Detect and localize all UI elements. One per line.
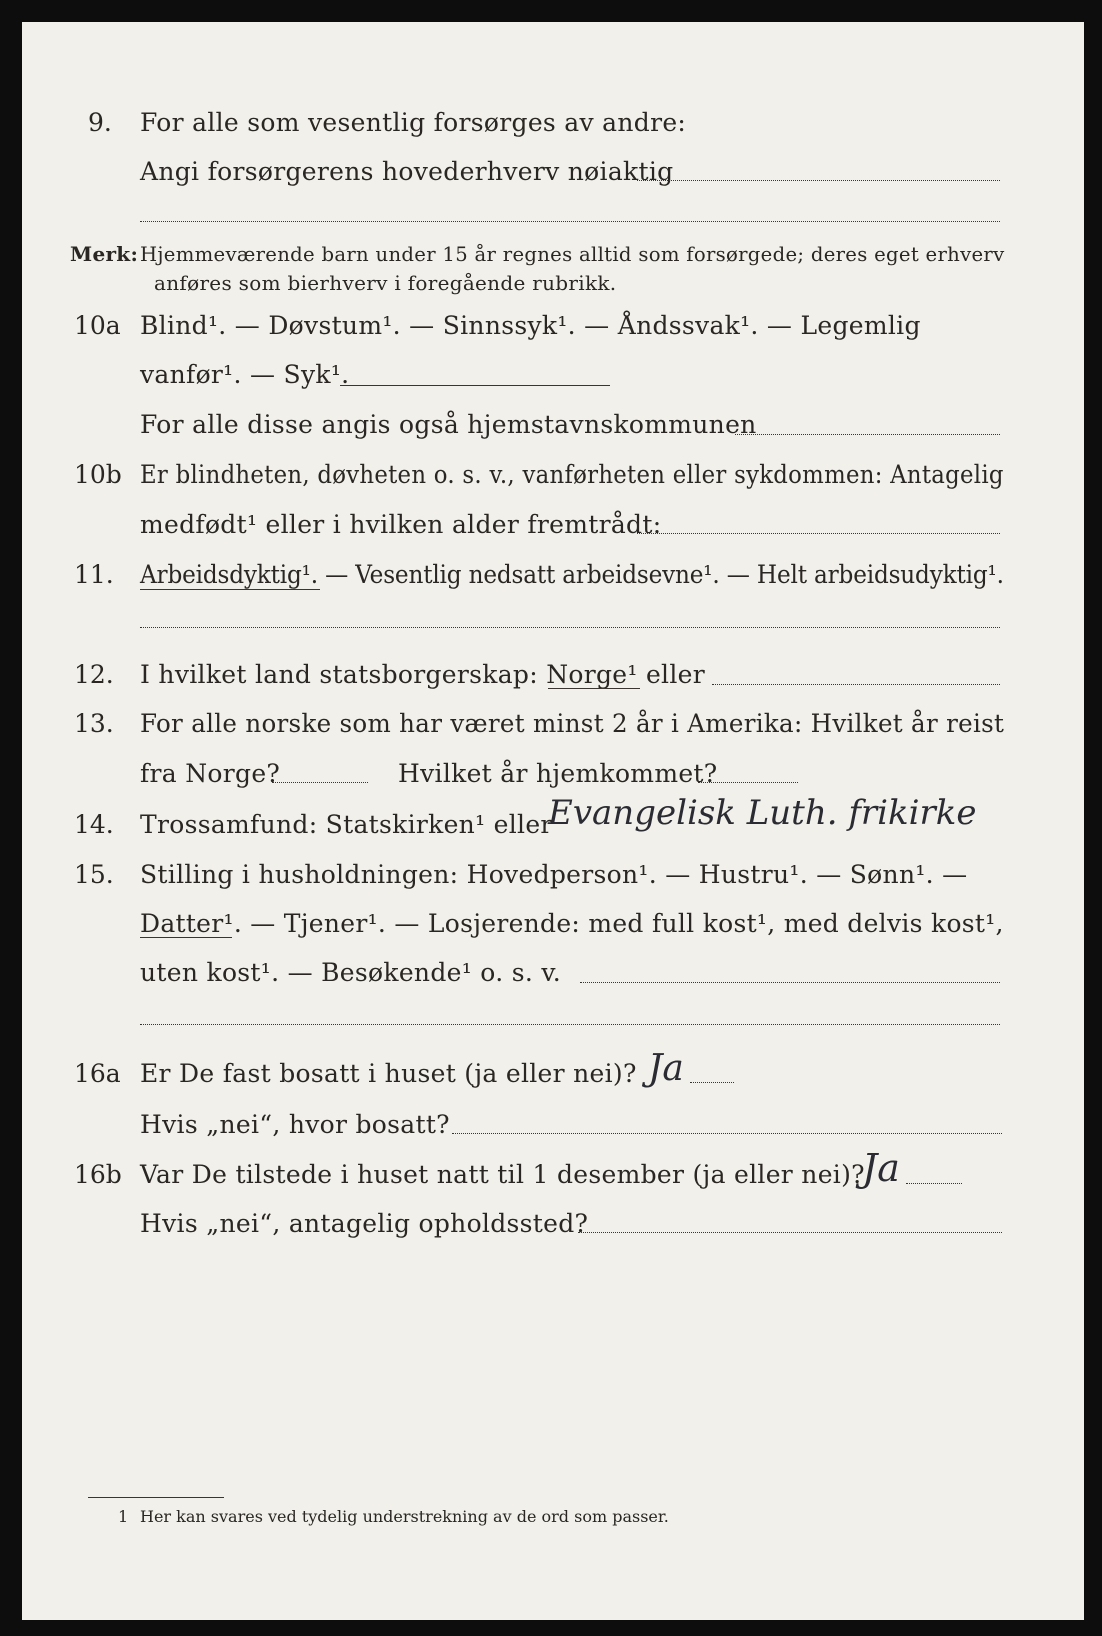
answer-line-15[interactable] xyxy=(580,982,1000,983)
underline-datter xyxy=(140,937,232,938)
note-text-2: anføres som bierhverv i foregående rubrikk. xyxy=(154,271,617,295)
handwritten-answer-16b: Ja xyxy=(862,1146,900,1190)
question-number-15: 15. xyxy=(74,860,114,889)
handwritten-answer-14: Evangelisk Luth. frikirke xyxy=(548,793,977,833)
question-10a-text: Blind¹. — Døvstum¹. — Sinnssyk¹. — Åndssvak¹. — Legemlig xyxy=(140,311,921,340)
question-number-13: 13. xyxy=(74,709,114,738)
question-11-text: Arbeidsdyktig¹. — Vesentlig nedsatt arbeidsevne¹. — Helt arbeidsudyktig¹. xyxy=(140,560,1004,589)
question-number-14: 14. xyxy=(74,810,114,839)
question-number-10a: 10a xyxy=(74,311,121,340)
underline-norge xyxy=(548,688,640,689)
question-number-11: 11. xyxy=(74,560,114,589)
answer-line-9b[interactable] xyxy=(140,221,1000,222)
answer-line-13-left[interactable] xyxy=(272,782,368,783)
question-9-prompt: Angi forsørgerens hovederhverv nøiaktig xyxy=(140,157,674,186)
answer-line-11[interactable] xyxy=(140,627,1000,628)
answer-line-9[interactable] xyxy=(637,180,1000,181)
answer-line-10b[interactable] xyxy=(637,533,1000,534)
answer-line-16a[interactable] xyxy=(690,1082,734,1083)
footnote-rule xyxy=(88,1497,224,1498)
note-label: Merk: xyxy=(70,242,139,266)
answer-line-16b-where[interactable] xyxy=(578,1232,1002,1233)
question-15-text: Stilling i husholdningen: Hovedperson¹. — Hustru¹. — Sønn¹. — xyxy=(140,860,968,889)
question-10b-text: Er blindheten, døvheten o. s. v., vanførheten eller sykdommen: Antagelig xyxy=(140,460,1004,489)
footnote-text: Her kan svares ved tydelig understrekning av de ord som passer. xyxy=(140,1507,669,1526)
question-16b-text: Var De tilstede i huset natt til 1 desember (ja eller nei)? xyxy=(140,1160,865,1189)
answer-line-13-right[interactable] xyxy=(698,782,798,783)
answer-line-16a-where[interactable] xyxy=(452,1133,1002,1134)
question-16a-text: Er De fast bosatt i huset (ja eller nei)? xyxy=(140,1059,637,1088)
question-10b-text-2: medfødt¹ eller i hvilken alder fremtrådt: xyxy=(140,510,662,539)
question-9-text: For alle som vesentlig forsørges av andre: xyxy=(140,108,687,137)
handwritten-answer-16a: Ja xyxy=(648,1048,684,1089)
answer-line-10a[interactable] xyxy=(340,385,610,386)
answer-line-10a-municipality[interactable] xyxy=(735,434,1000,435)
question-15-text-3: uten kost¹. — Besøkende¹ o. s. v. xyxy=(140,958,562,987)
footnote-mark: 1 xyxy=(118,1507,129,1526)
answer-line-15b[interactable] xyxy=(140,1024,1000,1025)
question-14-text: Trossamfund: Statskirken¹ eller xyxy=(140,810,553,839)
question-number-16a: 16a xyxy=(74,1059,121,1088)
answer-line-16b[interactable] xyxy=(906,1183,962,1184)
answer-line-12[interactable] xyxy=(712,684,1000,685)
question-number-12: 12. xyxy=(74,660,114,689)
question-number-9: 9. xyxy=(88,108,112,137)
question-13-text: For alle norske som har været minst 2 år i Amerika: Hvilket år reist xyxy=(140,709,1005,738)
question-13-text-2a: fra Norge? xyxy=(140,759,281,788)
question-16a-text-2: Hvis „nei“, hvor bosatt? xyxy=(140,1110,450,1139)
question-number-16b: 16b xyxy=(74,1160,122,1189)
question-15-text-2: Datter¹. — Tjener¹. — Losjerende: med full kost¹, med delvis kost¹, xyxy=(140,909,1004,938)
question-12-text: I hvilket land statsborgerskap: Norge¹ eller xyxy=(140,660,705,689)
underline-arbeidsdyktig xyxy=(140,589,320,590)
question-16b-text-2: Hvis „nei“, antagelig opholdssted? xyxy=(140,1209,589,1238)
question-10a-text-2: vanfør¹. — Syk¹. xyxy=(140,360,350,389)
question-13-text-2b: Hvilket år hjemkommet? xyxy=(398,759,718,788)
question-number-10b: 10b xyxy=(74,460,122,489)
note-text-1: Hjemmeværende barn under 15 år regnes alltid som forsørgede; deres eget erhverv xyxy=(140,242,1005,266)
question-10a-text-3: For alle disse angis også hjemstavnskommunen xyxy=(140,410,757,439)
